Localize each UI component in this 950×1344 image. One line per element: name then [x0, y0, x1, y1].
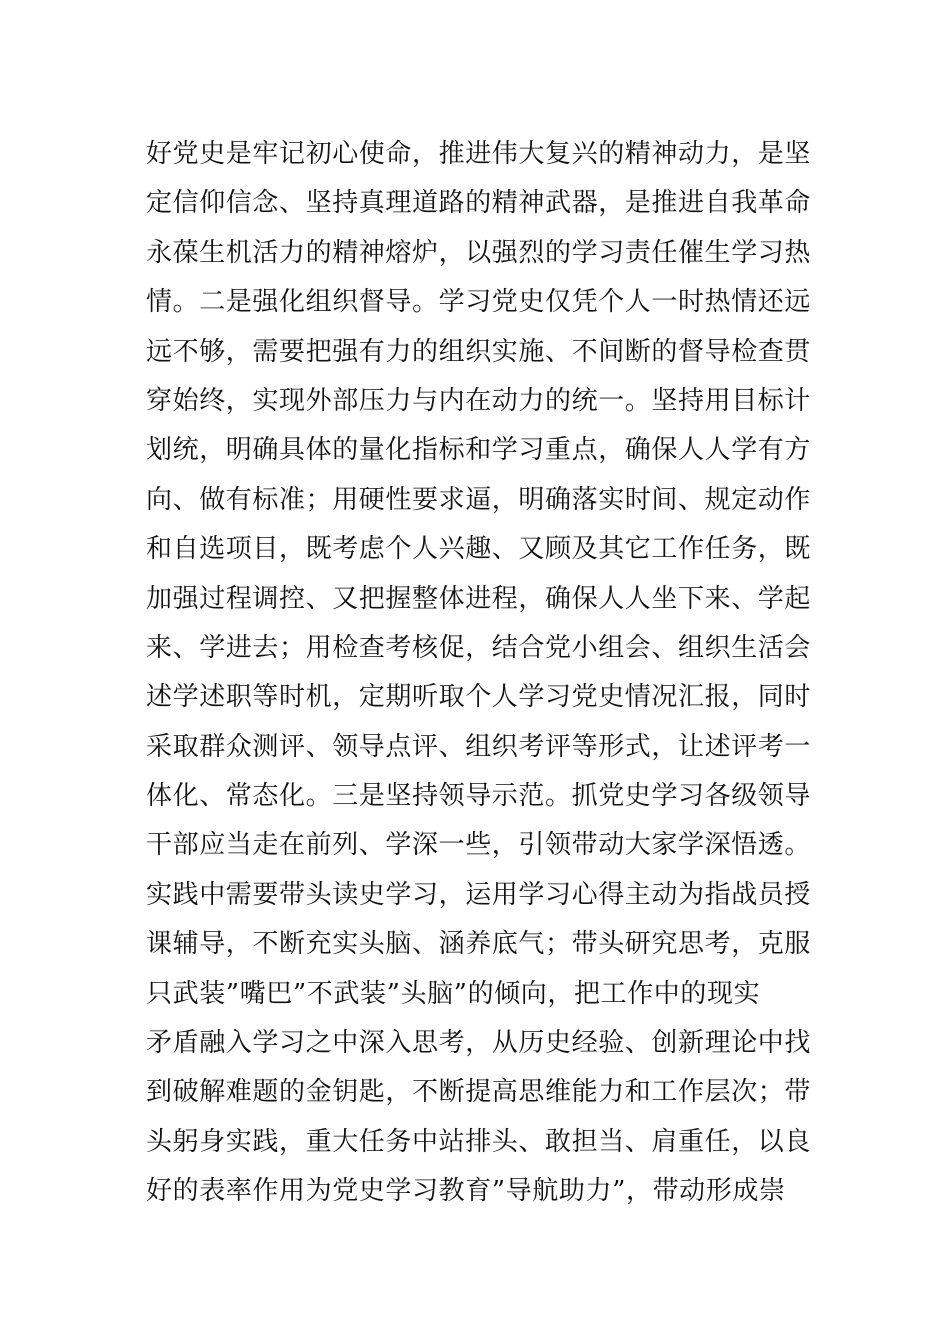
text-line: 永葆生机活力的精神熔炉，以强烈的学习责任催生学习热 [146, 237, 812, 268]
text-line: 好的表率作用为党史学习教育”导航助力”，带动形成崇 [146, 1176, 786, 1207]
text-line: 向、做有标准；用硬性要求逼，明确落实时间、规定动作 [146, 484, 812, 515]
text-line: 定信仰信念、坚持真理道路的精神武器，是推进自我革命 [146, 188, 812, 219]
text-line: 只武装”嘴巴”不武装”头脑”的倾向，把工作中的现实 [146, 978, 761, 1009]
text-line: 采取群众测评、领导点评、组织考评等形式，让述评考一 [146, 731, 812, 762]
text-line: 课辅导，不断充实头脑、涵养底气；带头研究思考，克服 [146, 929, 812, 960]
text-line: 来、学进去；用检查考核促，结合党小组会、组织生活会 [146, 632, 812, 663]
body-paragraph [146, 130, 816, 1217]
text-line: 到破解难题的金钥匙，不断提高思维能力和工作层次；带 [146, 1077, 812, 1108]
text-line: 加强过程调控、又把握整体进程，确保人人坐下来、学起 [146, 583, 812, 614]
text-line: 远不够，需要把强有力的组织实施、不间断的督导检查贯 [146, 336, 812, 367]
text-line: 头躬身实践，重大任务中站排头、敢担当、肩重任，以良 [146, 1126, 812, 1157]
text-line: 述学述职等时机，定期听取个人学习党史情况汇报，同时 [146, 682, 812, 713]
text-line: 划统，明确具体的量化指标和学习重点，确保人人学有方 [146, 435, 812, 466]
text-line: 体化、常态化。三是坚持领导示范。抓党史学习各级领导 [146, 781, 812, 812]
text-line: 好党史是牢记初心使命，推进伟大复兴的精神动力，是坚 [146, 139, 812, 169]
text-line: 实践中需要带头读史学习，运用学习心得主动为指战员授 [146, 879, 812, 910]
text-line: 干部应当走在前列、学深一些，引领带动大家学深悟透。 [146, 830, 812, 861]
text-line: 矛盾融入学习之中深入思考，从历史经验、创新理论中找 [146, 1028, 812, 1059]
text-line: 和自选项目，既考虑个人兴趣、又顾及其它工作任务，既 [146, 534, 812, 565]
text-line: 穿始终，实现外部压力与内在动力的统一。坚持用目标计 [146, 385, 812, 416]
text-line: 情。二是强化组织督导。学习党史仅凭个人一时热情还远 [146, 287, 812, 318]
